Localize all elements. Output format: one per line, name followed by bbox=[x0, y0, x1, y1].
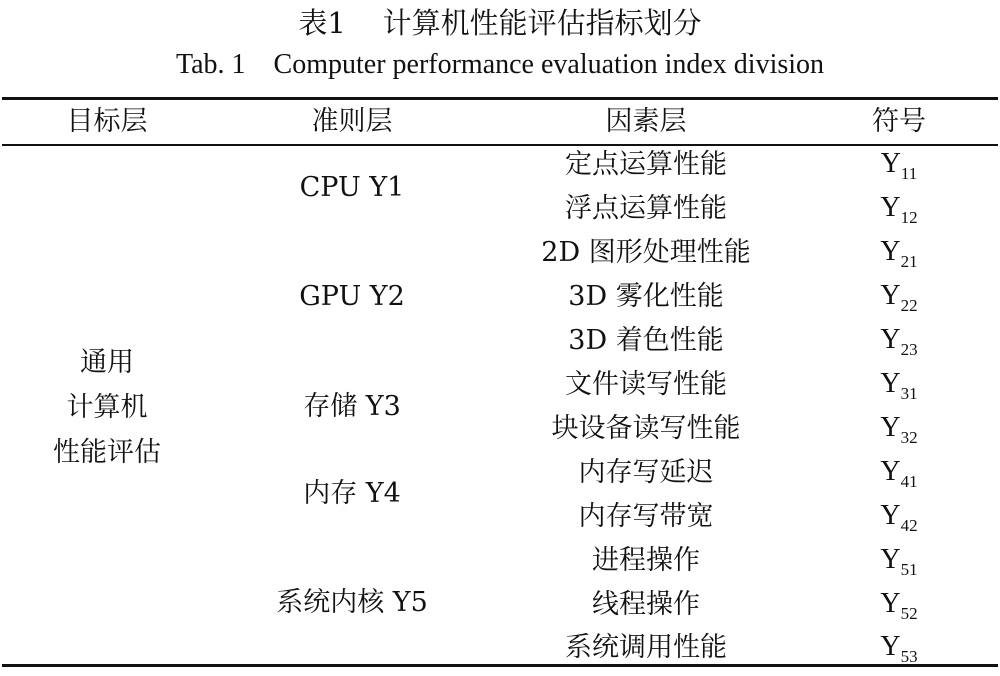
top-rule bbox=[2, 97, 998, 100]
criteria-cpu: CPU Y1 bbox=[299, 172, 405, 203]
symbol-subscript: 51 bbox=[900, 560, 918, 579]
symbol-letter: Y bbox=[880, 588, 901, 619]
header-goal: 目标层 bbox=[66, 106, 148, 137]
header-symbol: 符号 bbox=[872, 106, 926, 137]
symbol-letter: Y bbox=[880, 192, 901, 223]
factor-cell: 2D 图形处理性能 bbox=[541, 237, 751, 268]
symbol-letter: Y bbox=[880, 280, 901, 311]
symbol-subscript: 23 bbox=[900, 340, 918, 359]
symbol-subscript: 32 bbox=[900, 428, 918, 447]
symbol-subscript: 31 bbox=[900, 384, 918, 403]
symbol-letter: Y bbox=[880, 412, 901, 443]
goal-line: 通用 bbox=[80, 347, 134, 378]
symbol-cell bbox=[800, 147, 998, 181]
symbol-letter: Y bbox=[880, 631, 901, 662]
symbol-letter: Y bbox=[880, 236, 901, 267]
symbol-cell bbox=[800, 411, 998, 445]
factor-cell: 内存写带宽 bbox=[578, 501, 714, 532]
symbol-cell bbox=[800, 543, 998, 577]
factor-cell: 线程操作 bbox=[592, 589, 700, 620]
table-caption-zh: 表1 计算机性能评估指标划分 bbox=[298, 6, 702, 40]
symbol-subscript: 42 bbox=[900, 516, 918, 535]
factor-cell: 浮点运算性能 bbox=[565, 193, 727, 224]
factor-cell: 定点运算性能 bbox=[565, 149, 727, 180]
factor-cell: 文件读写性能 bbox=[565, 369, 727, 400]
header-factor: 因素层 bbox=[605, 106, 687, 137]
symbol-letter: Y bbox=[880, 368, 901, 399]
symbol-cell bbox=[800, 587, 998, 621]
symbol-cell bbox=[800, 279, 998, 313]
goal-line: 计算机 bbox=[66, 392, 148, 423]
symbol-cell bbox=[800, 630, 998, 664]
criteria-memory: 内存 Y4 bbox=[303, 478, 401, 509]
symbol-subscript: 22 bbox=[900, 296, 918, 315]
factor-cell: 块设备读写性能 bbox=[551, 413, 741, 444]
symbol-cell bbox=[800, 235, 998, 269]
symbol-cell bbox=[800, 499, 998, 533]
symbol-cell bbox=[800, 323, 998, 357]
header-rule bbox=[2, 144, 998, 146]
goal-cell bbox=[2, 340, 212, 475]
symbol-cell bbox=[800, 367, 998, 401]
symbol-cell bbox=[800, 455, 998, 489]
symbol-letter: Y bbox=[880, 456, 901, 487]
factor-cell: 进程操作 bbox=[592, 545, 700, 576]
symbol-letter: Y bbox=[880, 544, 901, 575]
symbol-letter: Y bbox=[880, 148, 901, 179]
factor-cell: 内存写延迟 bbox=[578, 457, 714, 488]
symbol-subscript: 11 bbox=[900, 164, 918, 183]
symbol-letter: Y bbox=[880, 324, 901, 355]
criteria-kernel: 系统内核 Y5 bbox=[276, 587, 428, 618]
goal-line: 性能评估 bbox=[53, 437, 161, 468]
criteria-gpu: GPU Y2 bbox=[299, 281, 405, 312]
symbol-subscript: 12 bbox=[900, 208, 918, 227]
header-criteria: 准则层 bbox=[311, 106, 393, 137]
symbol-cell bbox=[800, 191, 998, 225]
symbol-subscript: 41 bbox=[900, 472, 918, 491]
factor-cell: 3D 雾化性能 bbox=[568, 281, 724, 312]
factor-cell: 系统调用性能 bbox=[565, 632, 727, 663]
symbol-subscript: 52 bbox=[900, 604, 918, 623]
table-caption-en: Tab. 1 Computer performance evaluation index division bbox=[175, 49, 825, 80]
symbol-subscript: 53 bbox=[900, 647, 918, 666]
factor-cell: 3D 着色性能 bbox=[568, 325, 724, 356]
criteria-storage: 存储 Y3 bbox=[303, 391, 401, 422]
symbol-subscript: 21 bbox=[900, 252, 918, 271]
symbol-letter: Y bbox=[880, 500, 901, 531]
